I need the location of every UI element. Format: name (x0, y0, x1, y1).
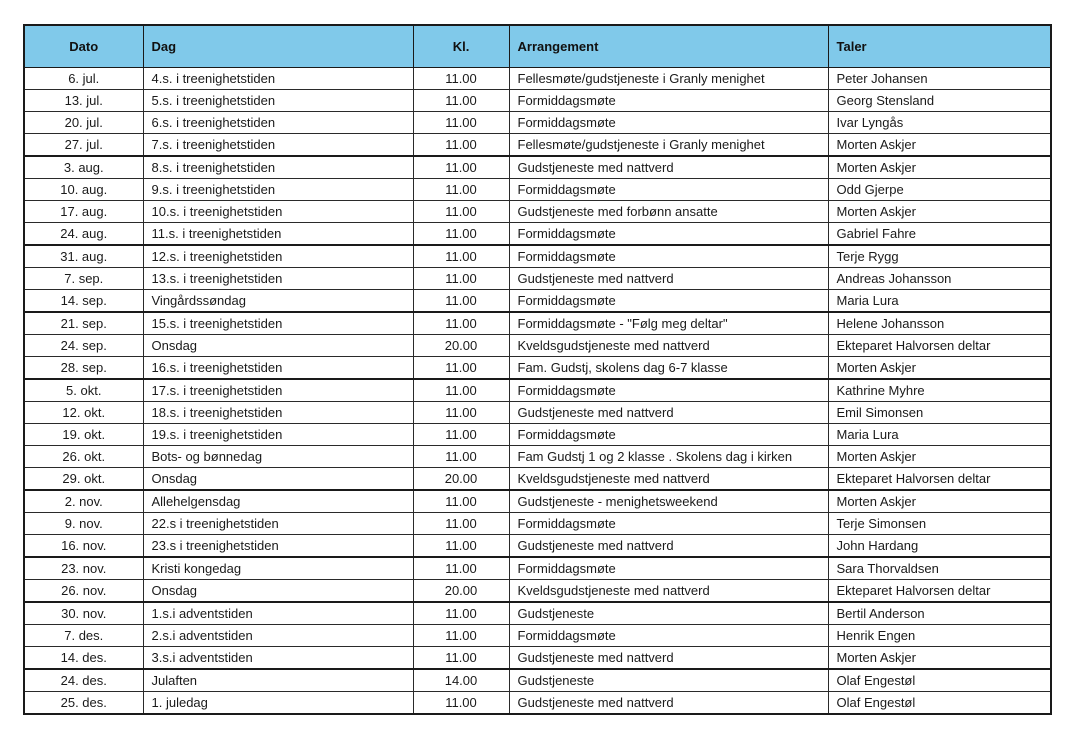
cell-dato[interactable]: 21. sep. (24, 312, 143, 335)
table-row (24, 68, 1051, 90)
cell-kl[interactable]: 11.00 (413, 446, 509, 468)
table-row (24, 268, 1051, 290)
cell-dato[interactable]: 20. jul. (24, 112, 143, 134)
table-row (24, 580, 1051, 603)
cell-dag[interactable]: 17.s. i treenighetstiden (143, 379, 413, 402)
cell-dato[interactable]: 27. jul. (24, 134, 143, 157)
cell-taler[interactable]: Ekteparet Halvorsen deltar (828, 468, 1051, 491)
cell-dag[interactable]: Allehelgensdag (143, 490, 413, 513)
cell-arrangement[interactable]: Gudstjeneste med nattverd (509, 692, 828, 715)
cell-arrangement[interactable]: Gudstjeneste (509, 669, 828, 692)
cell-kl[interactable]: 11.00 (413, 557, 509, 580)
table-row (24, 669, 1051, 692)
table-row (24, 402, 1051, 424)
table-row (24, 535, 1051, 558)
cell-dag[interactable]: 1.s.i adventstiden (143, 602, 413, 625)
cell-arrangement[interactable]: Gudstjeneste - menighetsweekend (509, 490, 828, 513)
cell-taler[interactable]: Odd Gjerpe (828, 179, 1051, 201)
cell-arrangement[interactable]: Formiddagsmøte (509, 223, 828, 246)
cell-taler[interactable]: Olaf Engestøl (828, 669, 1051, 692)
cell-taler[interactable]: Morten Askjer (828, 134, 1051, 157)
cell-arrangement[interactable]: Fellesmøte/gudstjeneste i Granly menighet (509, 68, 828, 90)
cell-kl[interactable]: 11.00 (413, 112, 509, 134)
cell-dag[interactable]: Onsdag (143, 580, 413, 603)
table-row (24, 290, 1051, 313)
cell-dag[interactable]: 11.s. i treenighetstiden (143, 223, 413, 246)
cell-taler[interactable]: Kathrine Myhre (828, 379, 1051, 402)
table-row (24, 446, 1051, 468)
cell-taler[interactable]: Georg Stensland (828, 90, 1051, 112)
cell-dato[interactable]: 29. okt. (24, 468, 143, 491)
cell-arrangement[interactable]: Kveldsgudstjeneste med nattverd (509, 468, 828, 491)
cell-dag[interactable]: 6.s. i treenighetstiden (143, 112, 413, 134)
cell-taler[interactable]: Terje Rygg (828, 245, 1051, 268)
cell-kl[interactable]: 11.00 (413, 513, 509, 535)
table-row (24, 625, 1051, 647)
cell-arrangement[interactable]: Formiddagsmøte (509, 557, 828, 580)
cell-dato[interactable]: 9. nov. (24, 513, 143, 535)
cell-taler[interactable]: Maria Lura (828, 424, 1051, 446)
cell-taler[interactable]: Morten Askjer (828, 357, 1051, 380)
cell-dato[interactable]: 24. aug. (24, 223, 143, 246)
cell-dag[interactable]: 12.s. i treenighetstiden (143, 245, 413, 268)
cell-dag[interactable]: 22.s i treenighetstiden (143, 513, 413, 535)
cell-dag[interactable]: Julaften (143, 669, 413, 692)
table-row (24, 468, 1051, 491)
cell-kl[interactable]: 20.00 (413, 335, 509, 357)
header-row (24, 25, 1051, 68)
cell-arrangement[interactable]: Formiddagsmøte (509, 179, 828, 201)
cell-kl[interactable]: 11.00 (413, 201, 509, 223)
cell-kl[interactable]: 11.00 (413, 535, 509, 558)
cell-dag[interactable]: Onsdag (143, 335, 413, 357)
cell-dag[interactable]: 16.s. i treenighetstiden (143, 357, 413, 380)
cell-dag[interactable]: 5.s. i treenighetstiden (143, 90, 413, 112)
cell-arrangement[interactable]: Formiddagsmøte - "Følg meg deltar" (509, 312, 828, 335)
cell-dag[interactable]: 2.s.i adventstiden (143, 625, 413, 647)
cell-arrangement[interactable]: Gudstjeneste med forbønn ansatte (509, 201, 828, 223)
cell-kl[interactable]: 11.00 (413, 68, 509, 90)
cell-dato[interactable]: 23. nov. (24, 557, 143, 580)
cell-arrangement[interactable]: Fellesmøte/gudstjeneste i Granly menighet (509, 134, 828, 157)
cell-arrangement[interactable]: Formiddagsmøte (509, 379, 828, 402)
table-row (24, 156, 1051, 179)
cell-dato[interactable]: 7. sep. (24, 268, 143, 290)
cell-arrangement[interactable]: Formiddagsmøte (509, 513, 828, 535)
table-body (24, 68, 1051, 715)
cell-kl[interactable]: 11.00 (413, 179, 509, 201)
cell-kl[interactable]: 11.00 (413, 156, 509, 179)
cell-dato[interactable]: 30. nov. (24, 602, 143, 625)
cell-taler[interactable]: Morten Askjer (828, 446, 1051, 468)
cell-dag[interactable]: Kristi kongedag (143, 557, 413, 580)
cell-arrangement[interactable]: Fam Gudstj 1 og 2 klasse . Skolens dag i kirken (509, 446, 828, 468)
cell-kl[interactable]: 11.00 (413, 602, 509, 625)
cell-taler[interactable]: Olaf Engestøl (828, 692, 1051, 715)
header-taler[interactable]: Taler (828, 25, 1051, 68)
cell-arrangement[interactable]: Kveldsgudstjeneste med nattverd (509, 335, 828, 357)
table-row (24, 424, 1051, 446)
table-row (24, 335, 1051, 357)
cell-dag[interactable]: Vingårdssøndag (143, 290, 413, 313)
cell-arrangement[interactable]: Formiddagsmøte (509, 625, 828, 647)
header-dag[interactable]: Dag (143, 25, 413, 68)
cell-dag[interactable]: 19.s. i treenighetstiden (143, 424, 413, 446)
cell-taler[interactable]: Terje Simonsen (828, 513, 1051, 535)
cell-kl[interactable]: 11.00 (413, 424, 509, 446)
cell-kl[interactable]: 20.00 (413, 580, 509, 603)
cell-taler[interactable]: Morten Askjer (828, 156, 1051, 179)
cell-dato[interactable]: 2. nov. (24, 490, 143, 513)
cell-dato[interactable]: 17. aug. (24, 201, 143, 223)
cell-dato[interactable]: 7. des. (24, 625, 143, 647)
cell-dato[interactable]: 14. sep. (24, 290, 143, 313)
table-row (24, 357, 1051, 380)
cell-dag[interactable]: 4.s. i treenighetstiden (143, 68, 413, 90)
cell-kl[interactable]: 11.00 (413, 379, 509, 402)
cell-dato[interactable]: 26. okt. (24, 446, 143, 468)
cell-dag[interactable]: 7.s. i treenighetstiden (143, 134, 413, 157)
cell-arrangement[interactable]: Gudstjeneste med nattverd (509, 402, 828, 424)
cell-kl[interactable]: 11.00 (413, 223, 509, 246)
cell-dato[interactable]: 24. des. (24, 669, 143, 692)
cell-dato[interactable]: 24. sep. (24, 335, 143, 357)
cell-arrangement[interactable]: Gudstjeneste med nattverd (509, 156, 828, 179)
cell-dato[interactable]: 3. aug. (24, 156, 143, 179)
cell-taler[interactable]: Henrik Engen (828, 625, 1051, 647)
cell-dato[interactable]: 19. okt. (24, 424, 143, 446)
cell-kl[interactable]: 20.00 (413, 468, 509, 491)
cell-dato[interactable]: 14. des. (24, 647, 143, 670)
table-row (24, 557, 1051, 580)
cell-taler[interactable]: Peter Johansen (828, 68, 1051, 90)
cell-taler[interactable]: Morten Askjer (828, 201, 1051, 223)
cell-arrangement[interactable]: Kveldsgudstjeneste med nattverd (509, 580, 828, 603)
cell-arrangement[interactable]: Formiddagsmøte (509, 112, 828, 134)
cell-dato[interactable]: 10. aug. (24, 179, 143, 201)
cell-kl[interactable]: 11.00 (413, 290, 509, 313)
table-row (24, 134, 1051, 157)
table-row (24, 223, 1051, 246)
cell-kl[interactable]: 11.00 (413, 245, 509, 268)
cell-kl[interactable]: 11.00 (413, 268, 509, 290)
cell-arrangement[interactable]: Fam. Gudstj, skolens dag 6-7 klasse (509, 357, 828, 380)
cell-dag[interactable]: Onsdag (143, 468, 413, 491)
table-row (24, 312, 1051, 335)
cell-dag[interactable]: 23.s i treenighetstiden (143, 535, 413, 558)
cell-taler[interactable]: Andreas Johansson (828, 268, 1051, 290)
cell-arrangement[interactable]: Gudstjeneste med nattverd (509, 647, 828, 670)
header-arrangement[interactable]: Arrangement (509, 25, 828, 68)
cell-dato[interactable]: 31. aug. (24, 245, 143, 268)
cell-dato[interactable]: 13. jul. (24, 90, 143, 112)
cell-taler[interactable]: Sara Thorvaldsen (828, 557, 1051, 580)
cell-dag[interactable]: 3.s.i adventstiden (143, 647, 413, 670)
cell-taler[interactable]: Morten Askjer (828, 647, 1051, 670)
cell-dag[interactable]: 10.s. i treenighetstiden (143, 201, 413, 223)
cell-dato[interactable]: 12. okt. (24, 402, 143, 424)
cell-arrangement[interactable]: Formiddagsmøte (509, 90, 828, 112)
cell-arrangement[interactable]: Gudstjeneste med nattverd (509, 268, 828, 290)
cell-taler[interactable]: Maria Lura (828, 290, 1051, 313)
cell-kl[interactable]: 11.00 (413, 625, 509, 647)
cell-arrangement[interactable]: Formiddagsmøte (509, 245, 828, 268)
cell-arrangement[interactable]: Formiddagsmøte (509, 290, 828, 313)
cell-dag[interactable]: 13.s. i treenighetstiden (143, 268, 413, 290)
cell-arrangement[interactable]: Gudstjeneste med nattverd (509, 535, 828, 558)
cell-dag[interactable]: 15.s. i treenighetstiden (143, 312, 413, 335)
cell-dag[interactable]: 9.s. i treenighetstiden (143, 179, 413, 201)
cell-arrangement[interactable]: Formiddagsmøte (509, 424, 828, 446)
cell-dato[interactable]: 5. okt. (24, 379, 143, 402)
cell-kl[interactable]: 11.00 (413, 692, 509, 715)
cell-taler[interactable]: Bertil Anderson (828, 602, 1051, 625)
table-row (24, 379, 1051, 402)
cell-kl[interactable]: 11.00 (413, 312, 509, 335)
cell-dag[interactable]: 1. juledag (143, 692, 413, 715)
cell-kl[interactable]: 11.00 (413, 134, 509, 157)
cell-kl[interactable]: 11.00 (413, 402, 509, 424)
cell-taler[interactable]: Ekteparet Halvorsen deltar (828, 335, 1051, 357)
cell-dato[interactable]: 6. jul. (24, 68, 143, 90)
schedule-table (23, 24, 1052, 715)
cell-dato[interactable]: 16. nov. (24, 535, 143, 558)
table-row (24, 692, 1051, 715)
cell-taler[interactable]: Ivar Lyngås (828, 112, 1051, 134)
cell-taler[interactable]: Morten Askjer (828, 490, 1051, 513)
table-row (24, 647, 1051, 670)
cell-kl[interactable]: 11.00 (413, 357, 509, 380)
table-row (24, 179, 1051, 201)
cell-dag[interactable]: Bots- og bønnedag (143, 446, 413, 468)
table-row (24, 90, 1051, 112)
cell-taler[interactable]: Ekteparet Halvorsen deltar (828, 580, 1051, 603)
table-row (24, 602, 1051, 625)
cell-kl[interactable]: 14.00 (413, 669, 509, 692)
cell-arrangement[interactable]: Gudstjeneste (509, 602, 828, 625)
cell-dag[interactable]: 18.s. i treenighetstiden (143, 402, 413, 424)
cell-dag[interactable]: 8.s. i treenighetstiden (143, 156, 413, 179)
cell-dato[interactable]: 26. nov. (24, 580, 143, 603)
schedule-sheet (23, 24, 1050, 715)
table-row (24, 201, 1051, 223)
cell-kl[interactable]: 11.00 (413, 647, 509, 670)
cell-taler[interactable]: John Hardang (828, 535, 1051, 558)
table-row (24, 513, 1051, 535)
table-row (24, 490, 1051, 513)
table-row (24, 245, 1051, 268)
cell-dato[interactable]: 28. sep. (24, 357, 143, 380)
header-kl[interactable]: Kl. (413, 25, 509, 68)
table-row (24, 112, 1051, 134)
cell-taler[interactable]: Helene Johansson (828, 312, 1051, 335)
cell-dato[interactable]: 25. des. (24, 692, 143, 715)
cell-kl[interactable]: 11.00 (413, 90, 509, 112)
cell-kl[interactable]: 11.00 (413, 490, 509, 513)
header-dato[interactable]: Dato (24, 25, 143, 68)
cell-taler[interactable]: Gabriel Fahre (828, 223, 1051, 246)
cell-taler[interactable]: Emil Simonsen (828, 402, 1051, 424)
